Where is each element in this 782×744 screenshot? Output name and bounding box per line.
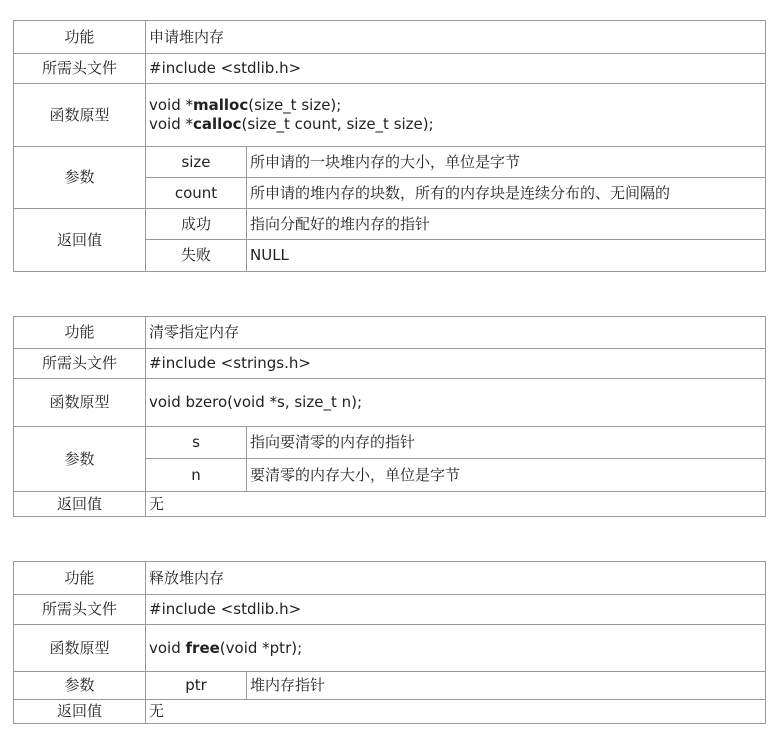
prototype-pre: void (149, 638, 186, 657)
header-label: 所需头文件 (14, 349, 146, 379)
prototype-pre: void * (149, 96, 194, 114)
header-row (14, 595, 766, 625)
prototype-post: (size_t size); (248, 96, 342, 114)
params-label: 参数 (14, 672, 146, 700)
return-row (14, 492, 766, 517)
function-value: 清零指定内存 (146, 317, 766, 349)
prototype-row (14, 379, 766, 427)
param-row (14, 427, 766, 459)
return-row (14, 700, 766, 724)
function-label: 功能 (14, 562, 146, 595)
prototype-value: void bzero(void *s, size_t n); (146, 379, 766, 427)
param-desc: 所申请的一块堆内存的大小，单位是字节 (247, 147, 766, 178)
return-label: 返回值 (14, 209, 146, 272)
function-name: calloc (193, 115, 242, 133)
header-label: 所需头文件 (14, 54, 146, 84)
return-value: 无 (146, 700, 766, 724)
return-desc: 指向分配好的堆内存的指针 (247, 209, 766, 240)
params-label: 参数 (14, 147, 146, 209)
malloc-calloc-table (13, 20, 766, 272)
prototype-row (14, 84, 766, 147)
param-row (14, 672, 766, 700)
return-row (14, 209, 766, 240)
function-label: 功能 (14, 21, 146, 54)
header-row (14, 349, 766, 379)
prototype-row (14, 625, 766, 672)
prototype-line-calloc (149, 115, 762, 134)
param-name: s (146, 427, 247, 459)
param-desc: 指向要清零的内存的指针 (247, 427, 766, 459)
return-label: 返回值 (14, 492, 146, 517)
prototype-post: (size_t count, size_t size); (241, 115, 434, 133)
prototype-label: 函数原型 (14, 625, 146, 672)
function-name: malloc (193, 96, 249, 114)
param-name: ptr (146, 672, 247, 700)
param-desc: 堆内存指针 (247, 672, 766, 700)
prototype-post: (void *ptr); (219, 638, 303, 657)
prototype-line-malloc (149, 96, 762, 115)
prototype-value (146, 84, 766, 147)
return-value: 无 (146, 492, 766, 517)
function-row (14, 562, 766, 595)
param-name: size (146, 147, 247, 178)
function-value: 释放堆内存 (146, 562, 766, 595)
return-case: 失败 (146, 240, 247, 272)
return-label: 返回值 (14, 700, 146, 724)
free-table (13, 561, 766, 724)
param-row (14, 147, 766, 178)
param-name: n (146, 459, 247, 492)
header-label: 所需头文件 (14, 595, 146, 625)
function-value: 申请堆内存 (146, 21, 766, 54)
header-value: #include <stdlib.h> (146, 595, 766, 625)
function-row (14, 21, 766, 54)
prototype-value (146, 625, 766, 672)
function-label: 功能 (14, 317, 146, 349)
header-value: #include <strings.h> (146, 349, 766, 379)
return-case: 成功 (146, 209, 247, 240)
param-desc: 要清零的内存大小，单位是字节 (247, 459, 766, 492)
function-row (14, 317, 766, 349)
params-label: 参数 (14, 427, 146, 492)
prototype-pre: void * (149, 115, 194, 133)
return-desc: NULL (247, 240, 766, 272)
bzero-table (13, 316, 766, 517)
prototype-label: 函数原型 (14, 84, 146, 147)
param-name: count (146, 178, 247, 209)
header-value: #include <stdlib.h> (146, 54, 766, 84)
header-row (14, 54, 766, 84)
param-desc: 所申请的堆内存的块数，所有的内存块是连续分布的、无间隔的 (247, 178, 766, 209)
function-name: free (185, 638, 220, 657)
prototype-label: 函数原型 (14, 379, 146, 427)
